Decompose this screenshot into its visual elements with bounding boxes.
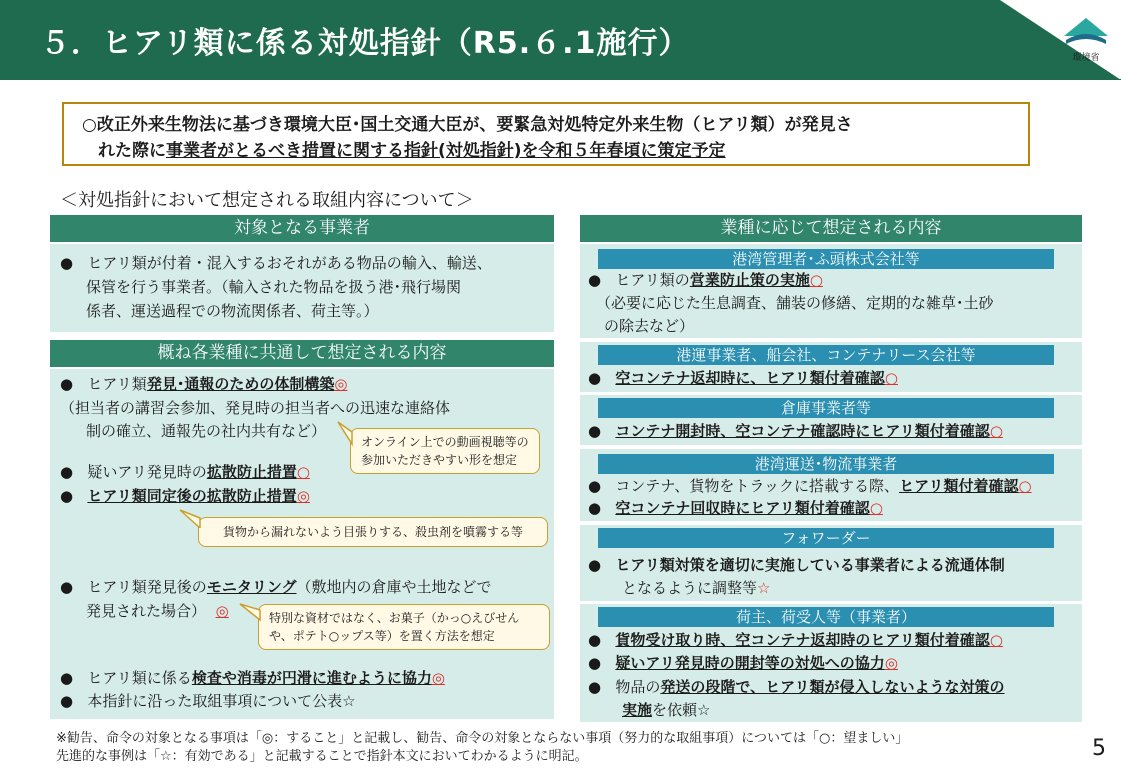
shipper-label: 荷主、荷受人等（事業者） bbox=[598, 607, 1054, 627]
callout-pointer-3 bbox=[238, 600, 268, 624]
forwarder-item-line-2: となるように調整等☆ bbox=[622, 579, 771, 597]
warehouse-item: ● コンテナ開封時、空コンテナ確認時にヒアリ類付着確認○ bbox=[588, 422, 1003, 440]
section-subheading: ＜対処指針において想定される取組内容について＞ bbox=[60, 190, 474, 211]
callout-online-training: オンライン上での動画視聴等の 参加いただきやすい形を想定 bbox=[350, 428, 540, 474]
common-item-6: ● 本指針に沿った取組事項について公表☆ bbox=[60, 692, 356, 710]
port-item: ● ヒアリ類の営業防止策の実施○ bbox=[588, 271, 823, 289]
title-bar bbox=[0, 0, 1121, 80]
intro-line-2 bbox=[98, 136, 726, 161]
callout-pointer-1 bbox=[336, 420, 366, 450]
intro-line-1: ○改正外来生物法に基づき環境大臣･国土交通大臣が、要緊急対処特定外来生物（ヒアリ類）が発見さ bbox=[82, 115, 853, 135]
target-line-3: 係者、運送過程での物流関係者、荷主等。） bbox=[86, 302, 379, 320]
common-item-2: ● 疑いアリ発見時の拡散防止措置○ bbox=[60, 463, 310, 481]
footnote-line-1: ※勧告、命令の対象となる事項は「◎：すること」と記載し、勧告、命令の対象とならない事項（努力的な取組事項）については「○：望ましい」 bbox=[56, 731, 909, 746]
shipper-item-1: ● 貨物受け取り時、空コンテナ返却時のヒアリ類付着確認○ bbox=[588, 631, 1003, 649]
common-item-3: ● ヒアリ類同定後の拡散防止措置◎ bbox=[60, 487, 310, 505]
logistics-item-1: ● コンテナ、貨物をトラックに搭載する際、ヒアリ類付着確認○ bbox=[588, 477, 1032, 495]
intro-line-2-underlined: 事業者がとるべき措置に関する指針(対処指針)を令和５年春頃に策定予定 bbox=[166, 141, 726, 161]
common-content-header: 概ね各業種に共通して想定される内容 bbox=[50, 340, 554, 367]
shipper-item-3: ● 物品の発送の段階で、ヒアリ類が侵入しないような対策の bbox=[588, 678, 1005, 696]
intro-box bbox=[62, 102, 1030, 166]
logistics-item-2: ● 空コンテナ回収時にヒアリ類付着確認○ bbox=[588, 499, 883, 517]
logo-label: 環境省 bbox=[1072, 53, 1100, 63]
target-operators-header: 対象となる事業者 bbox=[50, 215, 554, 242]
shipper-item-2: ● 疑いアリ発見時の開封等の対処への協力◎ bbox=[588, 654, 898, 672]
target-line-1: ● ヒアリ類が付着・混入するおそれがある物品の輸入、輸送、 bbox=[60, 254, 492, 272]
shipper-item-3-line-2: 実施を依頼☆ bbox=[622, 701, 711, 719]
port-detail-2: の除去など） bbox=[604, 317, 695, 335]
callout-containment: 貨物から漏れないよう目張りする、殺虫剤を噴霧する等 bbox=[198, 517, 548, 547]
forwarder-item: ● ヒアリ類対策を適切に実施している事業者による流通体制 bbox=[588, 556, 1005, 574]
shipping-label: 港運事業者、船会社、コンテナリース会社等 bbox=[598, 345, 1054, 365]
forwarder-label: フォワーダー bbox=[598, 528, 1054, 548]
page-title: ５．ヒアリ類に係る対処指針（R5.６.1施行） bbox=[40, 26, 690, 61]
common-item-1-detail-1: （担当者の講習会参加、発見時の担当者への迅速な連絡体 bbox=[60, 399, 451, 417]
common-item-4-line-2: 発見された場合） ◎ bbox=[86, 602, 229, 620]
intro-line-2-prefix: れた際に bbox=[98, 141, 166, 161]
footnote-line-2: 先進的な事例は「☆：有効である」と記載することで指針本文においてわかるように明記。 bbox=[56, 749, 588, 764]
common-item-1-detail-2: 制の確立、通報先の社内共有など） bbox=[86, 422, 327, 440]
callout-monitoring-bait: 特別な資材ではなく、お菓子（かっ○えびせん や、ポテト○ップス等）を置く方法を想定 bbox=[258, 604, 550, 650]
port-label: 港湾管理者･ふ頭株式会社等 bbox=[598, 249, 1054, 269]
port-detail-1: （必要に応じた生息調査、舗装の修繕、定期的な雑草･土砂 bbox=[596, 294, 994, 312]
shipping-item: ● 空コンテナ返却時に、ヒアリ類付着確認○ bbox=[588, 369, 898, 387]
target-line-2: 保管を行う事業者。（輸入された物品を扱う港･飛行場関 bbox=[86, 278, 462, 296]
common-item-4: ● ヒアリ類発見後のモニタリング（敷地内の倉庫や土地などで bbox=[60, 578, 492, 596]
page-number: 5 bbox=[1092, 736, 1106, 761]
ministry-logo bbox=[1060, 14, 1112, 66]
common-item-1: ● ヒアリ類発見･通報のための体制構築◎ bbox=[60, 375, 348, 393]
warehouse-label: 倉庫事業者等 bbox=[598, 398, 1054, 418]
callout-pointer-2 bbox=[178, 508, 208, 528]
logistics-label: 港湾運送･物流事業者 bbox=[598, 454, 1054, 474]
industry-content-header: 業種に応じて想定される内容 bbox=[580, 215, 1082, 242]
mountain-logo-icon bbox=[1060, 14, 1112, 50]
common-item-5: ● ヒアリ類に係る検査や消毒が円滑に進むように協力◎ bbox=[60, 669, 445, 687]
